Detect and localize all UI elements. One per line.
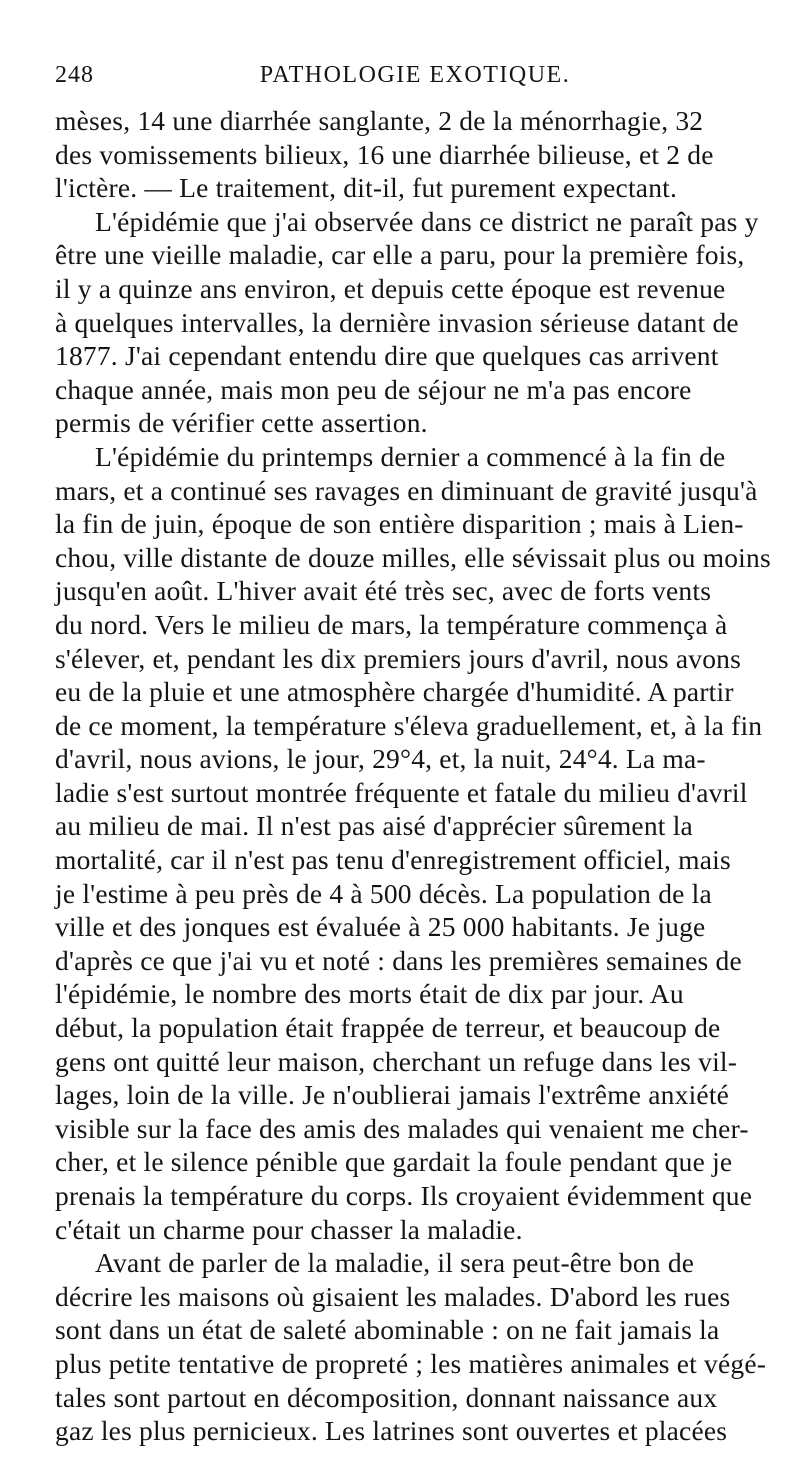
text-line: prenais la température du corps. Ils croyaient évidemment que (55, 1180, 753, 1211)
paragraph-start-line: L'épidémie du printemps dernier a commencé à la fin de (95, 440, 726, 472)
text-line: chaque année, mais mon peu de séjour ne m'a pas encore (55, 373, 692, 405)
text-line: de ce moment, la température s'éleva graduellement, et, à la fin (55, 709, 763, 741)
text-line: visible sur la face des amis des malades qui venaient me cher- (55, 1112, 749, 1144)
text-line: lages, loin de la ville. Je n'oublierai jamais l'extrême anxiété (55, 1079, 730, 1111)
text-line: d'avril, nous avions, le jour, 29°4, et, la nuit, 24°4. La ma- (55, 743, 706, 775)
text-line: permis de vérifier cette assertion. (55, 407, 428, 439)
text-line: ladie s'est surtout montrée fréquente et fatale du milieu d'avril (55, 776, 748, 808)
text-line: s'élever, et, pendant les dix premiers jours d'avril, nous avons (55, 642, 742, 674)
text-line: l'épidémie, le nombre des morts était de dix par jour. Au (55, 978, 684, 1010)
text-line: chou, ville distante de douze milles, elle sévissait plus ou moins (55, 541, 771, 573)
paragraph-start-line: Avant de parler de la maladie, il sera peut-être bon de (95, 1247, 695, 1279)
text-line: plus petite tentative de propreté ; les matières animales et végé- (55, 1347, 767, 1379)
text-line: tales sont partout en décomposition, donnant naissance aux (55, 1381, 718, 1413)
text-line: cher, et le silence pénible que gardait la foule pendant que je (55, 1146, 733, 1178)
text-line: début, la population était frappée de terreur, et beaucoup de (55, 1012, 721, 1044)
text-line: 1877. J'ai cependant entendu dire que quelques cas arrivent (55, 340, 719, 372)
text-line: au milieu de mai. Il n'est pas aisé d'apprécier sûrement la (55, 810, 693, 842)
text-line: ville et des jonques est évaluée à 25 000 habitants. Je juge (55, 911, 706, 943)
body-text (55, 104, 783, 1448)
text-line: à quelques intervalles, la dernière invasion sérieuse datant de (55, 306, 739, 338)
text-line: du nord. Vers le milieu de mars, la température commença à (55, 608, 728, 640)
paragraph-start-line: L'épidémie que j'ai observée dans ce district ne paraît pas y (95, 205, 759, 237)
text-line: mortalité, car il n'est pas tenu d'enregistrement officiel, mais (55, 844, 731, 876)
text-line: sont dans un état de saleté abominable : on ne fait jamais la (55, 1314, 720, 1346)
text-line: gens ont quitté leur maison, cherchant un refuge dans les vil- (55, 1045, 738, 1077)
page-number: 248 (55, 62, 94, 88)
text-line: des vomissements bilieux, 16 une diarrhée bilieuse, et 2 de (55, 138, 714, 170)
text-line: d'après ce que j'ai vu et noté : dans les premières semaines de (55, 944, 742, 976)
text-line: la fin de juin, époque de son entière disparition ; mais à Lien- (55, 508, 744, 540)
text-line: eu de la pluie et une atmosphère chargée d'humidité. A partir (55, 676, 734, 708)
text-line: c'était un charme pour chasser la maladie. (55, 1213, 523, 1245)
text-line: mèses, 14 une diarrhée sanglante, 2 de la ménorrhagie, 32 (55, 105, 704, 136)
text-line: l'ictère. — Le traitement, dit-il, fut purement expectant. (55, 172, 678, 204)
text-line: il y a quinze ans environ, et depuis cette époque est revenue (55, 272, 726, 304)
text-line: gaz les plus pernicieux. Les latrines sont ouvertes et placées (55, 1415, 728, 1447)
text-line: je l'estime à peu près de 4 à 500 décès. La population de la (55, 877, 712, 909)
text-line: décrire les maisons où gisaient les malades. D'abord les rues (55, 1280, 731, 1312)
text-line: jusqu'en août. L'hiver avait été très sec, avec de forts vents (55, 575, 712, 607)
running-title: PATHOLOGIE EXOTIQUE. (259, 62, 571, 88)
text-line: mars, et a continué ses ravages en diminuant de gravité jusqu'à (55, 474, 758, 506)
text-line: être une vieille maladie, car elle a paru, pour la première fois, (55, 239, 745, 271)
page-header (55, 58, 775, 94)
